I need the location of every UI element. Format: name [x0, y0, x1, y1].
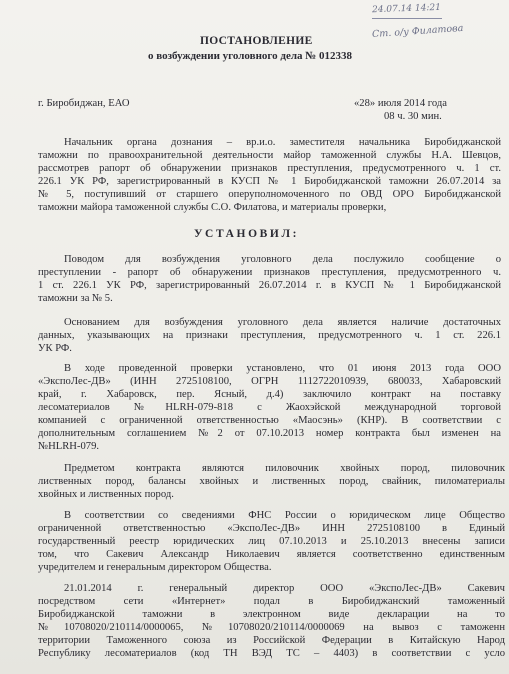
paragraph-line: Поводом для возбуждения уголовного дела послужило сообщение о: [64, 254, 501, 265]
handwritten-underline: [372, 18, 442, 19]
paragraph-line: таможни за № 5.: [38, 293, 113, 304]
time-of-issue: 08 ч. 30 мин.: [384, 111, 442, 122]
paragraph-line: Предметом контракта являются пиловочник хвойных пород, пиловочник: [64, 463, 505, 474]
handwritten-signature-note: Ст. о/у Филатова: [371, 22, 464, 41]
paragraph-line: Биробиджанской таможни в электронном виде декларации на то: [38, 609, 505, 620]
paragraph-line: 21.01.2014 г. генеральный директор ООО «ЭкспоЛес-ДВ» Сакевич: [64, 583, 505, 594]
paragraph-line: дополнительным соглашением №2 от 07.10.2013 номер контракта был изменен на: [38, 428, 501, 439]
intro-line: таможни майора таможенной службы С.О. Филатова, и материалы проверки,: [38, 202, 387, 213]
paragraph-line: №10708020/210114/0000065, №10708020/210114/0000069 на вывоз с таможенн: [38, 622, 505, 633]
intro-line: № 5, поступивший от старшего оперуполномоченного по ОВД ОРО Биробиджанской: [38, 189, 501, 200]
paragraph-line: том, что Сакевич Александр Николаевич является соответственно единственным: [38, 549, 505, 560]
paragraph-line: данных, указывающих на признаки преступления, предусмотренного ч. 1 ст. 226.1: [38, 330, 501, 341]
date-of-issue: «28» июля 2014 года: [354, 98, 447, 109]
intro-line: рассмотрев рапорт об обнаружении признаков преступления, предусмотренного ч. 1 ст.: [38, 163, 501, 174]
paragraph-line: №HLRH-079.: [38, 441, 100, 452]
paragraph-line: край, г. Хабаровск, пер. Ясный, д.4) заключило контракт на поставку: [38, 389, 501, 400]
paragraph-line: государственный реестр юридических лиц 07.10.2013 и 25.10.2013 внесены записи: [38, 536, 505, 547]
document-title: ПОСТАНОВЛЕНИЕ: [200, 35, 313, 47]
paragraph-line: преступлении - рапорт об обнаружении признаков преступления, предусмотренного ч.: [38, 267, 501, 278]
place-of-issue: г. Биробиджан, ЕАО: [38, 98, 130, 109]
paragraph-line: «ЭкспоЛес-ДВ» (ИНН 2725108100, ОГРН 1112722010939, 680033, Хабаровский: [38, 376, 501, 387]
paragraph-line: лесоматериалов №HLRH-079-818 с Жаохэйской международной торговой: [38, 402, 501, 413]
handwritten-date-note: 24.07.14 14:21: [371, 2, 442, 16]
intro-line: Начальник органа дознания – вр.и.о. заместителя начальника Биробиджанской: [64, 137, 501, 148]
intro-line: таможни по правоохранительной деятельности майор таможенной службы Н.А. Шевцов,: [38, 150, 501, 161]
paragraph-line: посредством сети «Интернет» подал в Биробиджанский таможенный: [38, 596, 505, 607]
paragraph-line: Республику лесоматериалов (код ТН ВЭД ТС – 4403) в соответствии с усло: [38, 648, 505, 659]
paragraph-line: лиственных пород, балансы хвойных и лиственных пород, свайник, пиломатериалы: [38, 476, 505, 487]
paragraph-line: Основанием для возбуждения уголовного дела является наличие достаточных: [64, 317, 501, 328]
paragraph-line: компанией с ограниченной ответственностью «Маосэнь» (КНР). В соответствии с: [38, 415, 501, 426]
established-heading: УСТАНОВИЛ:: [194, 228, 300, 240]
intro-line: 226.1 УК РФ, зарегистрированный в КУСП № 1 Биробиджанской таможни 26.07.2014 за: [38, 176, 501, 187]
document-subtitle: о возбуждении уголовного дела № 012338: [148, 50, 353, 62]
paragraph-line: хвойных и лиственных пород.: [38, 489, 174, 500]
paragraph-line: В соответствии со сведениями ФНС России о юридическом лице Общество: [64, 510, 505, 521]
paragraph-line: ограниченной ответственностью «ЭкспоЛес-ДВ» ИНН 2725108100 в Единый: [38, 523, 505, 534]
paragraph-line: 1 ст. 226.1 УК РФ, зарегистрированный 26.07.2014 г. в КУСП № 1 Биробиджанской: [38, 280, 501, 291]
paragraph-line: учредителем и генеральным директором Общества.: [38, 562, 272, 573]
paragraph-line: УК РФ.: [38, 343, 72, 354]
paragraph-line: территории Таможенного союза из Российской Федерации в Китайскую Народ: [38, 635, 505, 646]
paragraph-line: В ходе проведенной проверки установлено, что 01 июня 2013 года ООО: [64, 363, 501, 374]
